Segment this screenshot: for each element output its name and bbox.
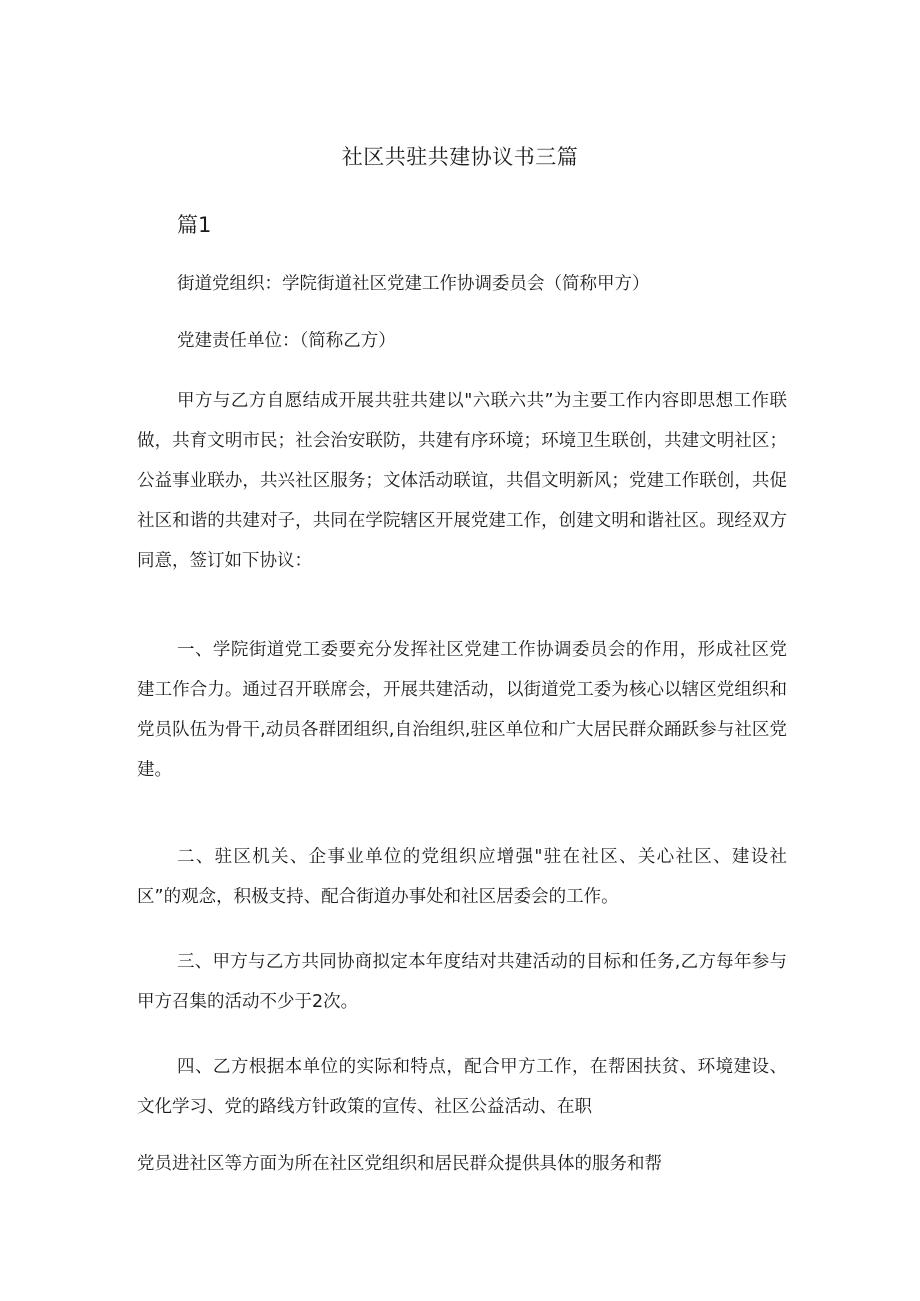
intro-paragraph: 甲方与乙方自愿结成开展共驻共建以"六联六共”为主要工作内容即思想工作联做，共育文明市民；社会治安联防，共建有序环境；环境卫生联创，共建文明社区；公益事业联办，共兴社区服务；文体活动联谊，共倡文明新风；党建工作联创，共促社区和谐的共建对子，共同在学院辖区开展党建工作，创建文明和谐社区。现经双方同意，签订如下协议： xyxy=(137,391,787,571)
party-a-paragraph: 街道党组织：学院街道社区党建工作协调委员会（简称甲方） xyxy=(177,274,650,294)
clause-1-paragraph: 一、学院街道党工委要充分发挥社区党建工作协调委员会的作用，形成社区党建工作合力。通过召开联席会，开展共建活动，以街道党工委为核心以辖区党组织和党员队伍为骨干,动员各群团组织,自治组织,驻区单位和广大居民群众踊跃参与社区党建。 xyxy=(137,640,787,780)
party-b-paragraph: 党建责任单位：（简称乙方） xyxy=(177,331,396,351)
document-title: 社区共驻共建协议书三篇 xyxy=(341,145,579,169)
clause-2-paragraph: 二、驻区机关、企事业单位的党组织应增强"驻在社区、关心社区、建设社区”的观念，积极支持、配合街道办事处和社区居委会的工作。 xyxy=(137,847,787,907)
clause-4-paragraph: 四、乙方根据本单位的实际和特点，配合甲方工作，在帮困扶贫、环境建设、文化学习、党的路线方针政策的宣传、社区公益活动、在职 xyxy=(137,1057,787,1117)
section-heading: 篇1 xyxy=(177,213,212,237)
clause-4-continuation: 党员进社区等方面为所在社区党组织和居民群众提供具体的服务和帮 xyxy=(137,1154,662,1174)
clause-3-paragraph: 三、甲方与乙方共同协商拟定本年度结对共建活动的目标和任务,乙方每年参与甲方召集的活动不少于2次。 xyxy=(137,952,787,1012)
